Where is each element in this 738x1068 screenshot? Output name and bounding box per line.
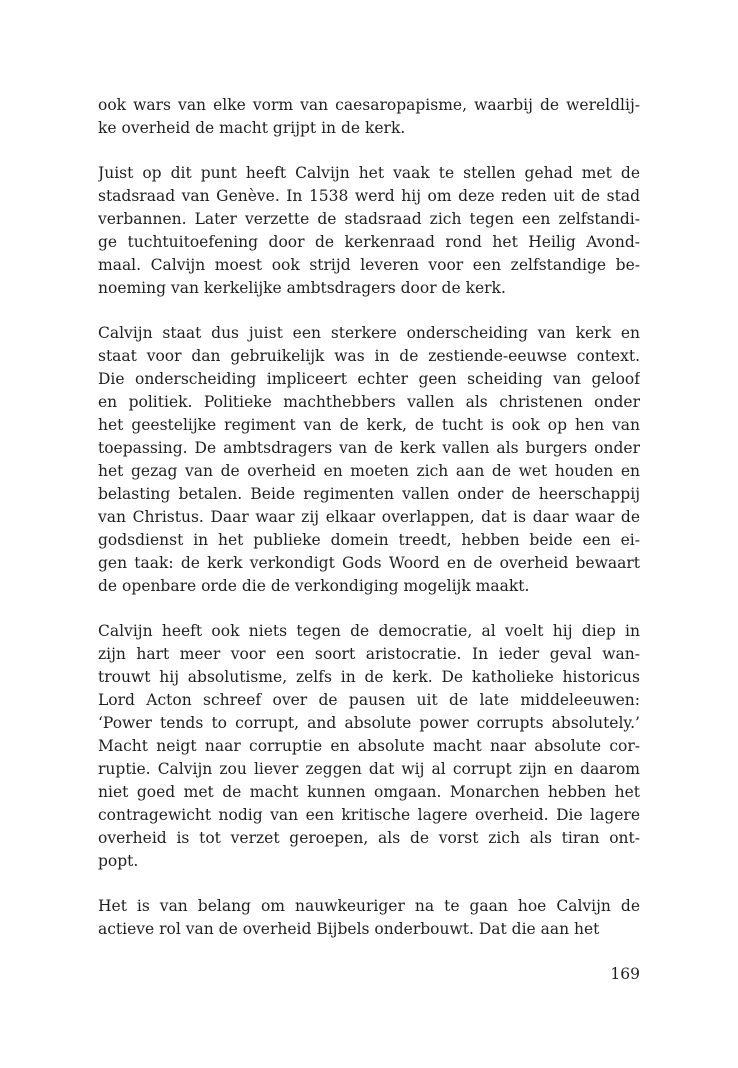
text-line: trouwt hij absolutisme, zelfs in de kerk. De katholieke historicus [98,668,640,686]
paragraph [98,895,640,941]
text-line: verbannen. Later verzette de stadsraad zich tegen een zelfstandi- [98,210,640,228]
paragraph [98,94,640,140]
text-line: actieve rol van de overheid Bijbels onderbouwt. Dat die aan het [98,920,600,938]
text-line: Lord Acton schreef over de pausen uit de late middeleeuwen: [98,691,640,709]
text-line: belasting betalen. Beide regimenten vallen onder de heerschappij [98,485,640,503]
text-block [98,94,640,986]
text-line: contragewicht nodig van een kritische lagere overheid. Die lagere [98,806,640,824]
text-line: staat voor dan gebruikelijk was in de zestiende-eeuwse context. [98,347,640,365]
paragraph [98,322,640,598]
text-line: overheid is tot verzet geroepen, als de vorst zich als tiran ont- [98,829,640,847]
page-number: 169 [610,965,640,983]
text-line: popt. [98,852,139,870]
text-line: Het is van belang om nauwkeuriger na te gaan hoe Calvijn de [98,897,640,915]
text-line: Macht neigt naar corruptie en absolute macht naar absolute cor- [98,737,640,755]
text-line: ruptie. Calvijn zou liever zeggen dat wij al corrupt zijn en daarom [98,760,640,778]
text-line: Calvijn staat dus juist een sterkere onderscheiding van kerk en [98,324,640,342]
text-line: niet goed met de macht kunnen omgaan. Monarchen hebben het [98,783,640,801]
text-line: Die onderscheiding impliceert echter geen scheiding van geloof [98,370,640,388]
text-line: stadsraad van Genève. In 1538 werd hij om deze reden uit de stad [98,187,640,205]
text-line: de openbare orde die de verkondiging mogelijk maakt. [98,577,530,595]
text-line: en politiek. Politieke machthebbers vallen als christenen onder [98,393,640,411]
paragraph [98,162,640,300]
text-line: Juist op dit punt heeft Calvijn het vaak te stellen gehad met de [98,164,640,182]
text-line: ge tuchtuitoefening door de kerkenraad rond het Heilig Avond- [98,233,640,251]
text-line: noeming van kerkelijke ambtsdragers door de kerk. [98,279,506,297]
text-line: toepassing. De ambtsdragers van de kerk vallen als burgers onder [98,439,640,457]
text-line: van Christus. Daar waar zij elkaar overlappen, dat is daar waar de [98,508,640,526]
text-line: het geestelijke regiment van de kerk, de tucht is ook op hen van [98,416,640,434]
text-line: ke overheid de macht grijpt in de kerk. [98,119,406,137]
text-line: het gezag van de overheid en moeten zich aan de wet houden en [98,462,640,480]
text-line: maal. Calvijn moest ook strijd leveren voor een zelfstandige be- [98,256,640,274]
text-line: zijn hart meer voor een soort aristocratie. In ieder geval wan- [98,645,640,663]
text-line: ‘Power tends to corrupt, and absolute power corrupts absolutely.’ [98,714,640,732]
text-line: gen taak: de kerk verkondigt Gods Woord en de overheid bewaart [98,554,640,572]
text-line: ook wars van elke vorm van caesaropapisme, waarbij de wereldlij- [98,96,640,114]
text-line: Calvijn heeft ook niets tegen de democratie, al voelt hij diep in [98,622,640,640]
paragraph [98,620,640,873]
text-line: godsdienst in het publieke domein treedt, hebben beide een ei- [98,531,640,549]
